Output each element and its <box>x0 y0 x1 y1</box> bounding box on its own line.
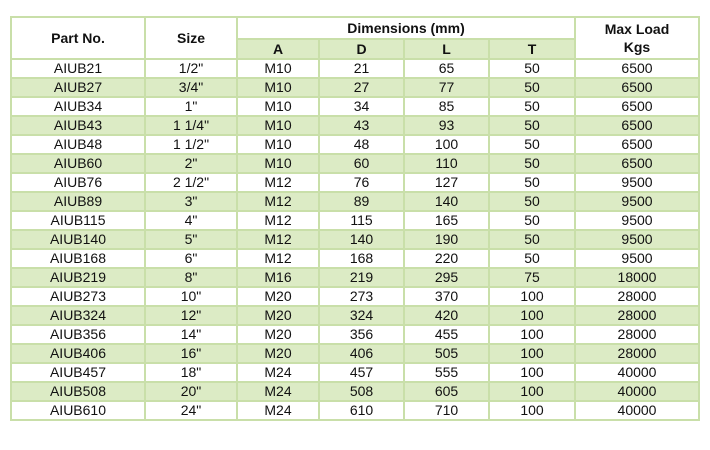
d-cell: 34 <box>319 97 404 116</box>
header-dimensions: Dimensions (mm) <box>237 17 575 39</box>
t-cell: 100 <box>489 363 575 382</box>
size-cell: 8" <box>145 268 237 287</box>
d-cell: 273 <box>319 287 404 306</box>
table-row <box>11 268 699 287</box>
size-cell: 24" <box>145 401 237 420</box>
size-cell: 1" <box>145 97 237 116</box>
table-row <box>11 135 699 154</box>
d-cell: 21 <box>319 59 404 78</box>
part-no-cell: AIUB324 <box>11 306 145 325</box>
l-cell: 100 <box>404 135 489 154</box>
l-cell: 127 <box>404 173 489 192</box>
l-cell: 165 <box>404 211 489 230</box>
max-load-cell: 9500 <box>575 173 699 192</box>
table-row <box>11 192 699 211</box>
t-cell: 100 <box>489 325 575 344</box>
max-load-cell: 28000 <box>575 344 699 363</box>
part-no-cell: AIUB76 <box>11 173 145 192</box>
a-cell: M12 <box>237 211 319 230</box>
part-no-cell: AIUB48 <box>11 135 145 154</box>
part-no-cell: AIUB219 <box>11 268 145 287</box>
max-load-cell: 6500 <box>575 78 699 97</box>
t-cell: 50 <box>489 230 575 249</box>
size-cell: 3" <box>145 192 237 211</box>
d-cell: 140 <box>319 230 404 249</box>
a-cell: M16 <box>237 268 319 287</box>
d-cell: 406 <box>319 344 404 363</box>
part-no-cell: AIUB168 <box>11 249 145 268</box>
d-cell: 89 <box>319 192 404 211</box>
t-cell: 50 <box>489 211 575 230</box>
header-row-1 <box>11 17 699 39</box>
t-cell: 50 <box>489 97 575 116</box>
header-t: T <box>489 39 575 59</box>
part-no-cell: AIUB43 <box>11 116 145 135</box>
header-l: L <box>404 39 489 59</box>
d-cell: 60 <box>319 154 404 173</box>
size-cell: 1/2" <box>145 59 237 78</box>
t-cell: 100 <box>489 306 575 325</box>
max-load-cell: 9500 <box>575 230 699 249</box>
table-row <box>11 249 699 268</box>
size-cell: 10" <box>145 287 237 306</box>
size-cell: 1 1/2" <box>145 135 237 154</box>
a-cell: M24 <box>237 363 319 382</box>
size-cell: 14" <box>145 325 237 344</box>
table-row <box>11 401 699 420</box>
l-cell: 93 <box>404 116 489 135</box>
t-cell: 50 <box>489 59 575 78</box>
table-row <box>11 154 699 173</box>
part-no-cell: AIUB457 <box>11 363 145 382</box>
t-cell: 50 <box>489 116 575 135</box>
size-cell: 6" <box>145 249 237 268</box>
l-cell: 710 <box>404 401 489 420</box>
part-no-cell: AIUB89 <box>11 192 145 211</box>
part-no-cell: AIUB60 <box>11 154 145 173</box>
part-no-cell: AIUB273 <box>11 287 145 306</box>
table-row <box>11 116 699 135</box>
l-cell: 220 <box>404 249 489 268</box>
t-cell: 100 <box>489 382 575 401</box>
size-cell: 4" <box>145 211 237 230</box>
size-cell: 16" <box>145 344 237 363</box>
part-no-cell: AIUB34 <box>11 97 145 116</box>
a-cell: M20 <box>237 306 319 325</box>
d-cell: 324 <box>319 306 404 325</box>
table-row <box>11 97 699 116</box>
a-cell: M12 <box>237 249 319 268</box>
l-cell: 295 <box>404 268 489 287</box>
part-no-cell: AIUB27 <box>11 78 145 97</box>
size-cell: 18" <box>145 363 237 382</box>
part-no-cell: AIUB356 <box>11 325 145 344</box>
l-cell: 85 <box>404 97 489 116</box>
a-cell: M20 <box>237 287 319 306</box>
max-load-cell: 28000 <box>575 306 699 325</box>
header-max-load <box>575 17 699 59</box>
a-cell: M12 <box>237 192 319 211</box>
d-cell: 610 <box>319 401 404 420</box>
d-cell: 48 <box>319 135 404 154</box>
max-load-cell: 40000 <box>575 401 699 420</box>
part-no-cell: AIUB508 <box>11 382 145 401</box>
a-cell: M12 <box>237 173 319 192</box>
table-row <box>11 344 699 363</box>
header-size: Size <box>145 17 237 59</box>
max-load-cell: 28000 <box>575 287 699 306</box>
d-cell: 115 <box>319 211 404 230</box>
t-cell: 50 <box>489 135 575 154</box>
table-row <box>11 211 699 230</box>
spec-table <box>10 16 700 421</box>
table-row <box>11 78 699 97</box>
max-load-cell: 9500 <box>575 192 699 211</box>
a-cell: M20 <box>237 344 319 363</box>
part-no-cell: AIUB140 <box>11 230 145 249</box>
max-load-cell: 9500 <box>575 211 699 230</box>
t-cell: 100 <box>489 287 575 306</box>
size-cell: 12" <box>145 306 237 325</box>
max-load-cell: 18000 <box>575 268 699 287</box>
max-load-cell: 6500 <box>575 97 699 116</box>
table-body <box>11 59 699 420</box>
table-row <box>11 363 699 382</box>
d-cell: 508 <box>319 382 404 401</box>
part-no-cell: AIUB21 <box>11 59 145 78</box>
d-cell: 356 <box>319 325 404 344</box>
l-cell: 455 <box>404 325 489 344</box>
size-cell: 3/4" <box>145 78 237 97</box>
a-cell: M10 <box>237 135 319 154</box>
table-row <box>11 382 699 401</box>
part-no-cell: AIUB610 <box>11 401 145 420</box>
t-cell: 75 <box>489 268 575 287</box>
table-row <box>11 306 699 325</box>
a-cell: M10 <box>237 59 319 78</box>
max-load-cell: 6500 <box>575 154 699 173</box>
table-row <box>11 173 699 192</box>
table-row <box>11 230 699 249</box>
spec-table-container <box>10 16 700 421</box>
l-cell: 370 <box>404 287 489 306</box>
header-d: D <box>319 39 404 59</box>
max-load-cell: 40000 <box>575 382 699 401</box>
d-cell: 27 <box>319 78 404 97</box>
max-load-cell: 6500 <box>575 116 699 135</box>
d-cell: 219 <box>319 268 404 287</box>
a-cell: M24 <box>237 382 319 401</box>
max-load-cell: 28000 <box>575 325 699 344</box>
d-cell: 76 <box>319 173 404 192</box>
l-cell: 505 <box>404 344 489 363</box>
table-row <box>11 287 699 306</box>
size-cell: 20" <box>145 382 237 401</box>
size-cell: 2" <box>145 154 237 173</box>
d-cell: 457 <box>319 363 404 382</box>
header-a: A <box>237 39 319 59</box>
table-row <box>11 59 699 78</box>
l-cell: 555 <box>404 363 489 382</box>
a-cell: M20 <box>237 325 319 344</box>
t-cell: 50 <box>489 249 575 268</box>
l-cell: 420 <box>404 306 489 325</box>
max-load-cell: 9500 <box>575 249 699 268</box>
t-cell: 50 <box>489 154 575 173</box>
size-cell: 1 1/4" <box>145 116 237 135</box>
t-cell: 50 <box>489 78 575 97</box>
header-max-load-line2: Kgs <box>623 39 651 55</box>
header-max-load-line1: Max Load <box>604 21 670 37</box>
a-cell: M10 <box>237 116 319 135</box>
t-cell: 100 <box>489 401 575 420</box>
d-cell: 168 <box>319 249 404 268</box>
max-load-cell: 6500 <box>575 59 699 78</box>
a-cell: M24 <box>237 401 319 420</box>
d-cell: 43 <box>319 116 404 135</box>
table-row <box>11 325 699 344</box>
size-cell: 2 1/2" <box>145 173 237 192</box>
l-cell: 605 <box>404 382 489 401</box>
l-cell: 140 <box>404 192 489 211</box>
part-no-cell: AIUB115 <box>11 211 145 230</box>
a-cell: M10 <box>237 154 319 173</box>
l-cell: 77 <box>404 78 489 97</box>
t-cell: 100 <box>489 344 575 363</box>
a-cell: M10 <box>237 78 319 97</box>
part-no-cell: AIUB406 <box>11 344 145 363</box>
a-cell: M10 <box>237 97 319 116</box>
max-load-cell: 6500 <box>575 135 699 154</box>
t-cell: 50 <box>489 173 575 192</box>
l-cell: 190 <box>404 230 489 249</box>
size-cell: 5" <box>145 230 237 249</box>
l-cell: 65 <box>404 59 489 78</box>
max-load-cell: 40000 <box>575 363 699 382</box>
header-part-no: Part No. <box>11 17 145 59</box>
l-cell: 110 <box>404 154 489 173</box>
a-cell: M12 <box>237 230 319 249</box>
t-cell: 50 <box>489 192 575 211</box>
table-header <box>11 17 699 59</box>
